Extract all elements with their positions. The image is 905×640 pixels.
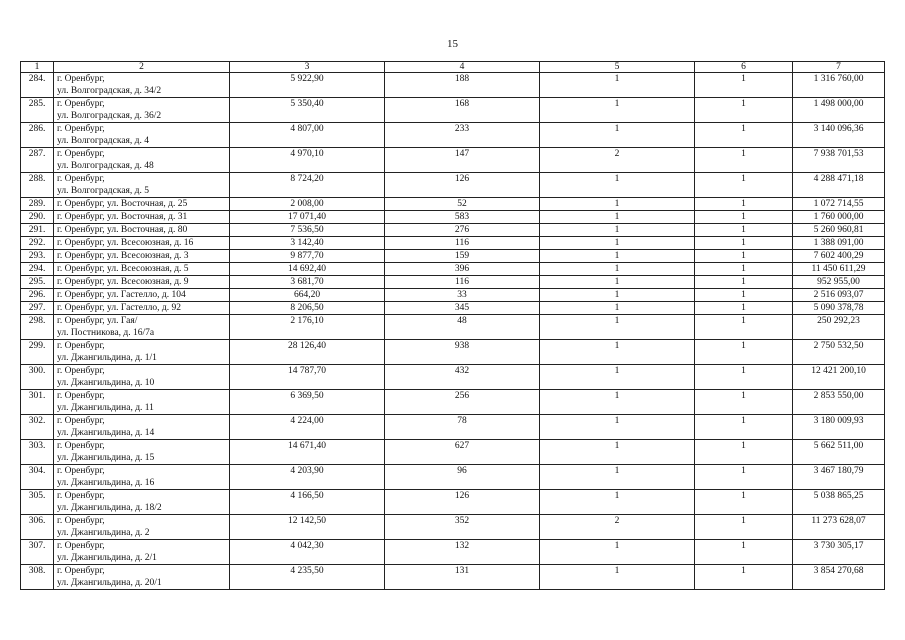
area-cell: 28 126,40	[230, 340, 385, 365]
address-line: ул. Джангильдина, д. 2/1	[57, 553, 157, 563]
count-cell: 188	[385, 73, 540, 98]
amount-cell: 1 072 714,55	[793, 198, 885, 211]
address-cell	[54, 440, 230, 465]
address-line: ул. Постникова, д. 16/7а	[57, 328, 155, 338]
area-cell: 14 787,70	[230, 365, 385, 390]
column5-cell: 1	[540, 173, 695, 198]
amount-cell: 2 853 550,00	[793, 390, 885, 415]
area-cell: 4 235,50	[230, 565, 385, 590]
column6-cell: 1	[695, 565, 793, 590]
row-number-cell: 293.	[21, 250, 54, 263]
column-header: 3	[230, 62, 385, 73]
page-number: 15	[447, 38, 458, 50]
table-row	[21, 173, 885, 198]
address-line: г. Оренбург,	[57, 174, 105, 184]
table-row	[21, 276, 885, 289]
column5-cell: 1	[540, 263, 695, 276]
area-cell: 4 166,50	[230, 490, 385, 515]
amount-cell: 3 854 270,68	[793, 565, 885, 590]
address-cell	[54, 237, 230, 250]
column5-cell: 1	[540, 415, 695, 440]
address-line: г. Оренбург, ул. Всесоюзная, д. 16	[57, 238, 194, 248]
row-number-cell: 295.	[21, 276, 54, 289]
area-cell: 2 176,10	[230, 315, 385, 340]
count-cell: 78	[385, 415, 540, 440]
area-cell: 9 877,70	[230, 250, 385, 263]
amount-cell: 7 602 400,29	[793, 250, 885, 263]
header-row	[21, 62, 885, 73]
row-number-cell: 306.	[21, 515, 54, 540]
amount-cell: 11 450 611,29	[793, 263, 885, 276]
row-number-cell: 289.	[21, 198, 54, 211]
count-cell: 938	[385, 340, 540, 365]
table-row	[21, 365, 885, 390]
column6-cell: 1	[695, 515, 793, 540]
column5-cell: 1	[540, 340, 695, 365]
column6-cell: 1	[695, 237, 793, 250]
area-cell: 3 681,70	[230, 276, 385, 289]
address-line: г. Оренбург,	[57, 74, 105, 84]
row-number-cell: 300.	[21, 365, 54, 390]
address-line: ул. Волгоградская, д. 5	[57, 186, 149, 196]
address-line: г. Оренбург,	[57, 566, 105, 576]
address-line: ул. Волгоградская, д. 36/2	[57, 111, 162, 121]
count-cell: 352	[385, 515, 540, 540]
address-cell	[54, 250, 230, 263]
column-header: 2	[54, 62, 230, 73]
column5-cell: 1	[540, 302, 695, 315]
address-line: г. Оренбург,	[57, 366, 105, 376]
count-cell: 627	[385, 440, 540, 465]
count-cell: 48	[385, 315, 540, 340]
address-line: ул. Джангильдина, д. 16	[57, 478, 155, 488]
table-row	[21, 540, 885, 565]
count-cell: 116	[385, 237, 540, 250]
area-cell: 664,20	[230, 289, 385, 302]
address-cell	[54, 123, 230, 148]
address-line: г. Оренбург, ул. Восточная, д. 25	[57, 199, 188, 209]
column5-cell: 1	[540, 198, 695, 211]
area-cell: 12 142,50	[230, 515, 385, 540]
address-line: ул. Джангильдина, д. 18/2	[57, 503, 162, 513]
table-row	[21, 289, 885, 302]
address-line: ул. Джангильдина, д. 11	[57, 403, 154, 413]
row-number-cell: 290.	[21, 211, 54, 224]
address-cell	[54, 224, 230, 237]
table-row	[21, 515, 885, 540]
area-cell: 4 203,90	[230, 465, 385, 490]
address-line: г. Оренбург, ул. Восточная, д. 80	[57, 225, 188, 235]
column5-cell: 1	[540, 211, 695, 224]
row-number-cell: 308.	[21, 565, 54, 590]
count-cell: 52	[385, 198, 540, 211]
column6-cell: 1	[695, 390, 793, 415]
address-line: г. Оренбург, ул. Всесоюзная, д. 3	[57, 251, 189, 261]
address-line: г. Оренбург,	[57, 124, 105, 134]
area-cell: 14 671,40	[230, 440, 385, 465]
count-cell: 168	[385, 98, 540, 123]
amount-cell: 250 292,23	[793, 315, 885, 340]
address-cell	[54, 315, 230, 340]
address-cell	[54, 515, 230, 540]
address-cell	[54, 211, 230, 224]
table-row	[21, 263, 885, 276]
column6-cell: 1	[695, 173, 793, 198]
row-number-cell: 301.	[21, 390, 54, 415]
address-cell	[54, 540, 230, 565]
table-row	[21, 250, 885, 263]
area-cell: 5 350,40	[230, 98, 385, 123]
address-line: г. Оренбург,	[57, 516, 105, 526]
address-cell	[54, 289, 230, 302]
address-line: г. Оренбург, ул. Восточная, д. 31	[57, 212, 188, 222]
amount-cell: 1 760 000,00	[793, 211, 885, 224]
column-header: 6	[695, 62, 793, 73]
amount-cell: 1 388 091,00	[793, 237, 885, 250]
column5-cell: 1	[540, 123, 695, 148]
address-line: ул. Джангильдина, д. 15	[57, 453, 155, 463]
area-cell: 5 922,90	[230, 73, 385, 98]
address-line: г. Оренбург,	[57, 341, 105, 351]
address-line: ул. Джангильдина, д. 2	[57, 528, 150, 538]
row-number-cell: 291.	[21, 224, 54, 237]
table-body	[21, 73, 885, 590]
count-cell: 256	[385, 390, 540, 415]
amount-cell: 5 260 960,81	[793, 224, 885, 237]
amount-cell: 2 516 093,07	[793, 289, 885, 302]
column5-cell: 1	[540, 237, 695, 250]
amount-cell: 2 750 532,50	[793, 340, 885, 365]
column5-cell: 1	[540, 289, 695, 302]
amount-cell: 952 955,00	[793, 276, 885, 289]
address-cell	[54, 490, 230, 515]
column6-cell: 1	[695, 315, 793, 340]
column6-cell: 1	[695, 340, 793, 365]
address-line: г. Оренбург, ул. Всесоюзная, д. 9	[57, 277, 189, 287]
column5-cell: 1	[540, 540, 695, 565]
address-cell	[54, 565, 230, 590]
column6-cell: 1	[695, 365, 793, 390]
address-line: ул. Волгоградская, д. 34/2	[57, 86, 162, 96]
area-cell: 8 206,50	[230, 302, 385, 315]
row-number-cell: 299.	[21, 340, 54, 365]
column6-cell: 1	[695, 123, 793, 148]
amount-cell: 5 038 865,25	[793, 490, 885, 515]
table-row	[21, 198, 885, 211]
row-number-cell: 302.	[21, 415, 54, 440]
table-row	[21, 302, 885, 315]
column5-cell: 1	[540, 224, 695, 237]
count-cell: 159	[385, 250, 540, 263]
row-number-cell: 294.	[21, 263, 54, 276]
table-row	[21, 123, 885, 148]
count-cell: 147	[385, 148, 540, 173]
row-number-cell: 297.	[21, 302, 54, 315]
column5-cell: 1	[540, 315, 695, 340]
count-cell: 233	[385, 123, 540, 148]
column5-cell: 1	[540, 490, 695, 515]
address-cell	[54, 465, 230, 490]
column6-cell: 1	[695, 73, 793, 98]
address-line: г. Оренбург,	[57, 416, 105, 426]
table-row	[21, 340, 885, 365]
table-row	[21, 237, 885, 250]
area-cell: 8 724,20	[230, 173, 385, 198]
column6-cell: 1	[695, 289, 793, 302]
column6-cell: 1	[695, 490, 793, 515]
address-line: ул. Джангильдина, д. 20/1	[57, 578, 162, 588]
column-header: 4	[385, 62, 540, 73]
table-row	[21, 465, 885, 490]
address-cell	[54, 98, 230, 123]
column5-cell: 1	[540, 565, 695, 590]
address-line: г. Оренбург,	[57, 391, 105, 401]
column5-cell: 2	[540, 148, 695, 173]
column6-cell: 1	[695, 465, 793, 490]
address-cell	[54, 173, 230, 198]
registry-table	[20, 61, 885, 590]
address-cell	[54, 276, 230, 289]
address-cell	[54, 198, 230, 211]
column6-cell: 1	[695, 98, 793, 123]
count-cell: 583	[385, 211, 540, 224]
amount-cell: 4 288 471,18	[793, 173, 885, 198]
amount-cell: 12 421 200,10	[793, 365, 885, 390]
row-number-cell: 304.	[21, 465, 54, 490]
address-line: г. Оренбург,	[57, 149, 105, 159]
table-row	[21, 490, 885, 515]
address-line: ул. Джангильдина, д. 10	[57, 378, 155, 388]
column5-cell: 1	[540, 390, 695, 415]
column6-cell: 1	[695, 302, 793, 315]
address-line: г. Оренбург,	[57, 99, 105, 109]
row-number-cell: 305.	[21, 490, 54, 515]
address-cell	[54, 263, 230, 276]
column5-cell: 1	[540, 98, 695, 123]
column6-cell: 1	[695, 540, 793, 565]
amount-cell: 7 938 701,53	[793, 148, 885, 173]
amount-cell: 5 662 511,00	[793, 440, 885, 465]
area-cell: 4 042,30	[230, 540, 385, 565]
count-cell: 126	[385, 173, 540, 198]
count-cell: 132	[385, 540, 540, 565]
amount-cell: 1 498 000,00	[793, 98, 885, 123]
row-number-cell: 296.	[21, 289, 54, 302]
column-header: 1	[21, 62, 54, 73]
row-number-cell: 298.	[21, 315, 54, 340]
address-line: г. Оренбург,	[57, 541, 105, 551]
column6-cell: 1	[695, 250, 793, 263]
address-line: ул. Волгоградская, д. 48	[57, 161, 154, 171]
amount-cell: 3 140 096,36	[793, 123, 885, 148]
address-cell	[54, 340, 230, 365]
row-number-cell: 303.	[21, 440, 54, 465]
column6-cell: 1	[695, 263, 793, 276]
address-line: г. Оренбург,	[57, 491, 105, 501]
area-cell: 7 536,50	[230, 224, 385, 237]
address-line: г. Оренбург,	[57, 466, 105, 476]
area-cell: 6 369,50	[230, 390, 385, 415]
column-header: 5	[540, 62, 695, 73]
column-header: 7	[793, 62, 885, 73]
column6-cell: 1	[695, 198, 793, 211]
address-line: г. Оренбург, ул. Гастелло, д. 92	[57, 303, 181, 313]
count-cell: 131	[385, 565, 540, 590]
column5-cell: 1	[540, 250, 695, 263]
amount-cell: 1 316 760,00	[793, 73, 885, 98]
table-row	[21, 148, 885, 173]
column6-cell: 1	[695, 148, 793, 173]
address-line: ул. Волгоградская, д. 4	[57, 136, 149, 146]
row-number-cell: 284.	[21, 73, 54, 98]
amount-cell: 3 180 009,93	[793, 415, 885, 440]
address-line: г. Оренбург, ул. Всесоюзная, д. 5	[57, 264, 189, 274]
row-number-cell: 307.	[21, 540, 54, 565]
column6-cell: 1	[695, 224, 793, 237]
count-cell: 126	[385, 490, 540, 515]
column6-cell: 1	[695, 415, 793, 440]
column6-cell: 1	[695, 276, 793, 289]
address-cell	[54, 390, 230, 415]
row-number-cell: 287.	[21, 148, 54, 173]
address-line: г. Оренбург, ул. Гастелло, д. 104	[57, 290, 186, 300]
address-line: ул. Джангильдина, д. 14	[57, 428, 155, 438]
row-number-cell: 286.	[21, 123, 54, 148]
table-row	[21, 390, 885, 415]
column5-cell: 1	[540, 73, 695, 98]
table-row	[21, 415, 885, 440]
column5-cell: 1	[540, 276, 695, 289]
count-cell: 345	[385, 302, 540, 315]
address-cell	[54, 415, 230, 440]
table-row	[21, 565, 885, 590]
area-cell: 4 970,10	[230, 148, 385, 173]
column6-cell: 1	[695, 440, 793, 465]
amount-cell: 5 090 378,78	[793, 302, 885, 315]
count-cell: 276	[385, 224, 540, 237]
area-cell: 4 807,00	[230, 123, 385, 148]
count-cell: 432	[385, 365, 540, 390]
address-line: г. Оренбург, ул. Гая/	[57, 316, 138, 326]
count-cell: 33	[385, 289, 540, 302]
area-cell: 14 692,40	[230, 263, 385, 276]
row-number-cell: 292.	[21, 237, 54, 250]
row-number-cell: 288.	[21, 173, 54, 198]
column6-cell: 1	[695, 211, 793, 224]
column5-cell: 1	[540, 465, 695, 490]
table-row	[21, 315, 885, 340]
area-cell: 4 224,00	[230, 415, 385, 440]
area-cell: 17 071,40	[230, 211, 385, 224]
column5-cell: 1	[540, 365, 695, 390]
amount-cell: 11 273 628,07	[793, 515, 885, 540]
count-cell: 116	[385, 276, 540, 289]
address-cell	[54, 73, 230, 98]
table-row	[21, 98, 885, 123]
address-cell	[54, 302, 230, 315]
area-cell: 2 008,00	[230, 198, 385, 211]
amount-cell: 3 730 305,17	[793, 540, 885, 565]
table-row	[21, 211, 885, 224]
address-cell	[54, 148, 230, 173]
row-number-cell: 285.	[21, 98, 54, 123]
table-row	[21, 440, 885, 465]
column5-cell: 2	[540, 515, 695, 540]
area-cell: 3 142,40	[230, 237, 385, 250]
column5-cell: 1	[540, 440, 695, 465]
amount-cell: 3 467 180,79	[793, 465, 885, 490]
table-row	[21, 224, 885, 237]
count-cell: 396	[385, 263, 540, 276]
count-cell: 96	[385, 465, 540, 490]
address-line: ул. Джангильдина, д. 1/1	[57, 353, 157, 363]
address-line: г. Оренбург,	[57, 441, 105, 451]
table-row	[21, 73, 885, 98]
address-cell	[54, 365, 230, 390]
